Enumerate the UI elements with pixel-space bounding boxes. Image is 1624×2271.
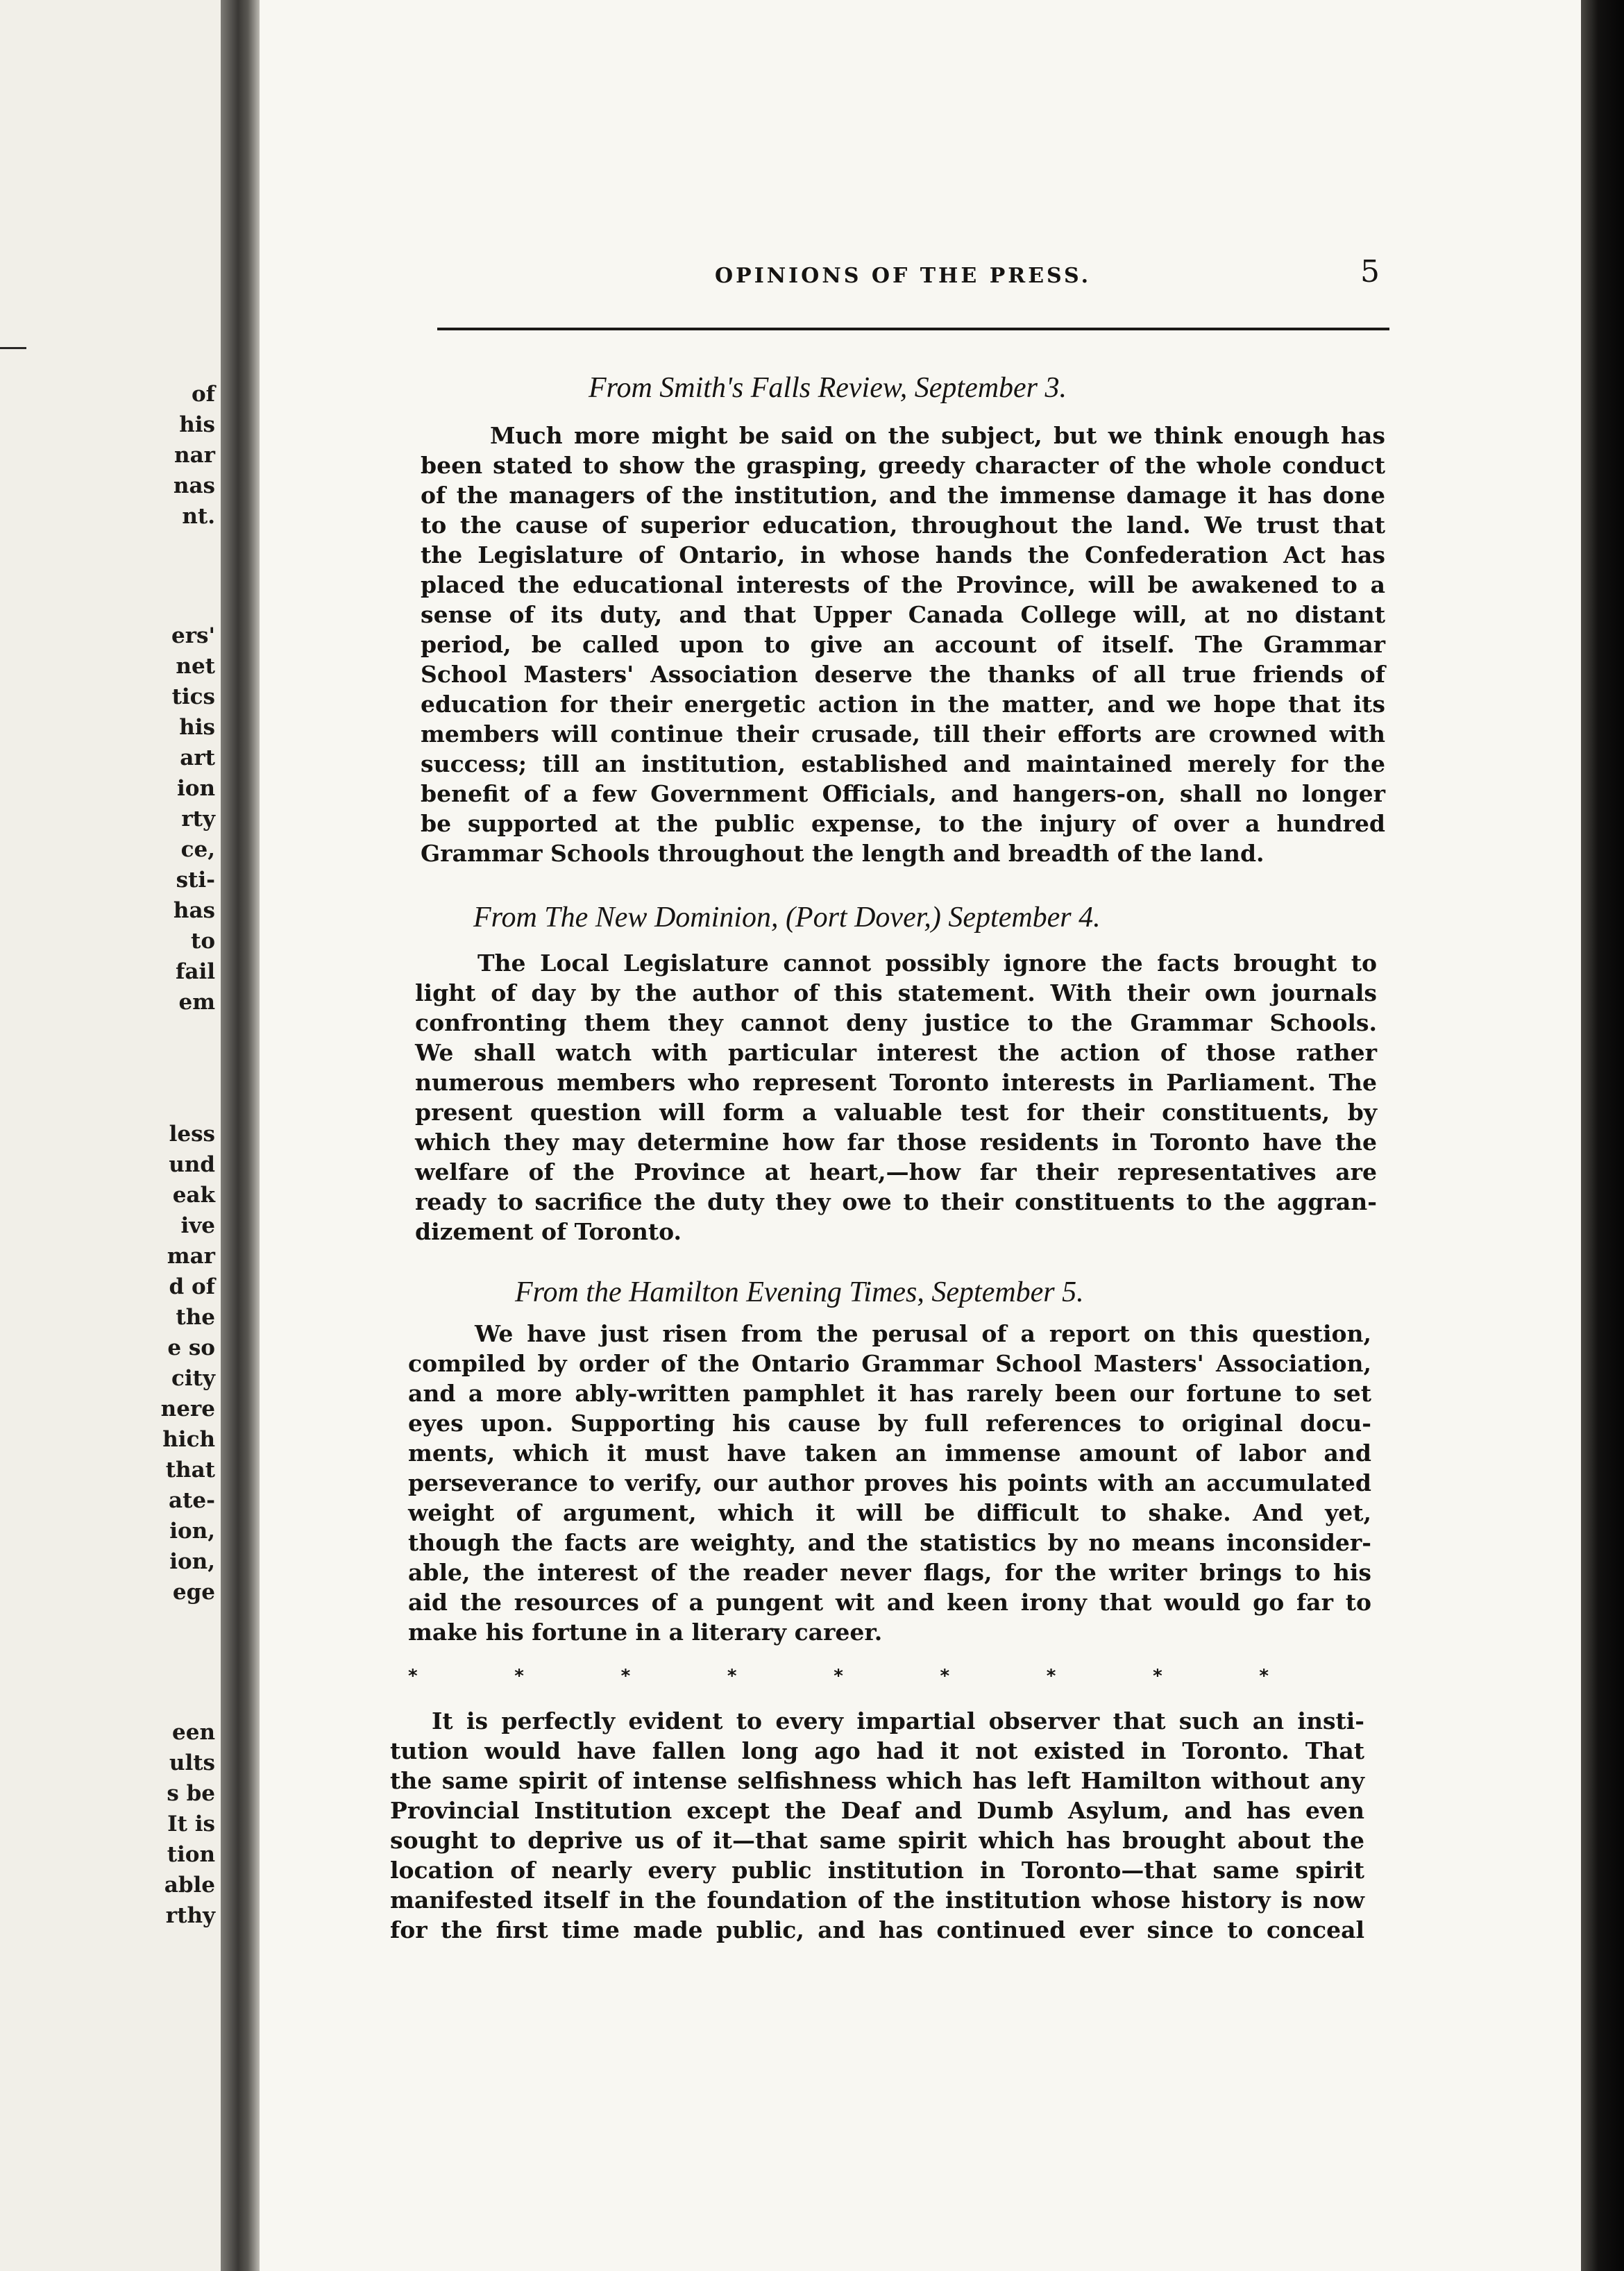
text-line: perseverance to verify, our author proves his points with an accumulated — [408, 1469, 1371, 1496]
asterisk: * — [408, 1666, 418, 1687]
text-line: education for their energetic action in the matter, and we hope that its — [421, 691, 1385, 718]
left-page-fragment: s be — [167, 1781, 215, 1806]
left-page-fragment: tics — [171, 684, 215, 709]
left-page-fragment: It is — [167, 1812, 215, 1837]
left-page-fragment: een — [172, 1720, 215, 1745]
text-line: be supported at the public expense, to the injury of over a hundred — [421, 810, 1385, 837]
left-page-fragment: has — [173, 898, 215, 923]
left-page-fragment: d of — [169, 1274, 215, 1299]
text-line: of the managers of the institution, and the immense damage it has done — [421, 482, 1385, 509]
asterisk: * — [940, 1666, 950, 1687]
section-paragraph — [421, 421, 1385, 868]
asterisk: * — [727, 1666, 737, 1687]
left-page-fragment: able — [164, 1873, 215, 1898]
text-line: Much more might be said on the subject, but we think enough has — [490, 422, 1385, 449]
left-page-fragment: art — [180, 745, 215, 770]
left-facing-page — [0, 0, 221, 2271]
left-page-fragment: ce, — [180, 837, 215, 862]
left-page-fragment: his — [179, 412, 215, 437]
left-page-fragment: ate- — [169, 1488, 215, 1513]
text-line: aid the resources of a pungent wit and keen irony that would go far to — [408, 1589, 1371, 1616]
text-line: able, the interest of the reader never flags, for the writer brings to his — [408, 1559, 1371, 1586]
text-line: welfare of the Province at heart,—how far their representatives are — [415, 1158, 1377, 1185]
text-line: ments, which it must have taken an immense amount of labor and — [408, 1440, 1371, 1467]
section-source-heading: From Smith's Falls Review, September 3. — [589, 372, 1067, 404]
text-line: to the cause of superior education, throughout the land. We trust that — [421, 512, 1385, 539]
section-source-heading: From The New Dominion, (Port Dover,) September 4. — [473, 902, 1101, 934]
section-source-heading: From the Hamilton Evening Times, September 5. — [515, 1276, 1084, 1308]
left-page-fragment: ion — [177, 776, 215, 801]
text-line: sought to deprive us of it—that same spirit which has brought about the — [390, 1827, 1364, 1854]
text-line: compiled by order of the Ontario Grammar School Masters' Association, — [408, 1350, 1371, 1377]
text-line: ready to sacrifice the duty they owe to their constituents to the aggran- — [415, 1188, 1377, 1215]
section-paragraph — [408, 1319, 1371, 1647]
asterisk: * — [1046, 1666, 1056, 1687]
text-line: benefit of a few Government Officials, and hangers-on, shall no longer — [421, 780, 1385, 807]
asterisk: * — [1153, 1666, 1162, 1687]
left-page-fragment: to — [191, 929, 215, 954]
text-line: members will continue their crusade, till their efforts are crowned with — [421, 720, 1385, 748]
text-line: The Local Legislature cannot possibly ignore the facts brought to — [477, 949, 1377, 977]
left-page-fragment: und — [169, 1152, 215, 1177]
page-number: 5 — [1360, 254, 1380, 289]
left-page-fragment: ege — [172, 1580, 215, 1605]
left-page-fragment: rty — [181, 807, 215, 831]
header-rule — [437, 328, 1389, 330]
left-page-fragment: nt. — [182, 504, 215, 529]
asterisk-separator — [408, 1666, 1269, 1687]
left-page-fragment: rthy — [165, 1903, 215, 1928]
text-line: numerous members who represent Toronto interests in Parliament. The — [415, 1069, 1377, 1096]
left-page-fragment: net — [176, 654, 215, 679]
text-line: Grammar Schools throughout the length and breadth of the land. — [421, 840, 1264, 867]
asterisk: * — [1259, 1666, 1269, 1687]
text-line: which they may determine how far those residents in Toronto have the — [415, 1129, 1377, 1156]
text-line: dizement of Toronto. — [415, 1218, 682, 1245]
left-page-fragment: sti- — [176, 868, 215, 893]
left-page-fragment: that — [165, 1458, 215, 1483]
text-line: success; till an institution, established and maintained merely for the — [421, 750, 1385, 777]
left-page-fragment: mar — [167, 1244, 215, 1269]
text-line: light of day by the author of this statement. With their own journals — [415, 979, 1377, 1006]
text-line: eyes upon. Supporting his cause by full references to original docu- — [408, 1410, 1371, 1437]
left-page-fragment: e so — [167, 1335, 215, 1360]
left-page-fragment: the — [176, 1305, 215, 1330]
text-line: and a more ably-written pamphlet it has rarely been our fortune to set — [408, 1380, 1371, 1407]
text-line: tution would have fallen long ago had it not existed in Toronto. That — [390, 1737, 1364, 1764]
left-page-fragment: tion — [167, 1842, 215, 1867]
left-page-fragment: eak — [172, 1183, 215, 1208]
text-line: confronting them they cannot deny justice to the Grammar Schools. — [415, 1009, 1377, 1036]
text-line: make his fortune in a literary career. — [408, 1619, 883, 1646]
text-line: period, be called upon to give an account of itself. The Grammar — [421, 631, 1385, 658]
text-line: been stated to show the grasping, greedy character of the whole conduct — [421, 452, 1385, 479]
left-page-fragment: city — [171, 1366, 215, 1391]
text-line: We shall watch with particular interest the action of those rather — [415, 1039, 1377, 1066]
left-page-fragment: of — [191, 382, 215, 407]
left-page-fragment: em — [178, 990, 215, 1015]
left-page-fragment: his — [179, 715, 215, 740]
left-page-fragment: ers' — [171, 623, 215, 648]
book-gutter — [221, 0, 260, 2271]
left-page-fragment: ults — [169, 1750, 215, 1775]
left-page-fragment: less — [169, 1122, 215, 1147]
text-line: We have just risen from the perusal of a report on this question, — [475, 1320, 1371, 1347]
left-page-fragment: nas — [173, 473, 215, 498]
left-page-fragment: ion, — [169, 1519, 215, 1544]
text-line: Provincial Institution except the Deaf and Dumb Asylum, and has even — [390, 1797, 1364, 1824]
left-page-fragment: hich — [162, 1427, 215, 1452]
left-page-fragment: ive — [180, 1213, 215, 1238]
text-line: the same spirit of intense selfishness which has left Hamilton without any — [390, 1767, 1364, 1794]
text-line: the Legislature of Ontario, in whose hands the Confederation Act has — [421, 541, 1385, 568]
text-line: though the facts are weighty, and the statistics by no means inconsider- — [408, 1529, 1371, 1556]
asterisk: * — [514, 1666, 524, 1687]
asterisk: * — [620, 1666, 631, 1687]
text-line: placed the educational interests of the Province, will be awakened to a — [421, 571, 1385, 598]
left-page-rule — [0, 347, 26, 349]
text-line: weight of argument, which it will be difficult to shake. And yet, — [408, 1499, 1371, 1526]
left-page-fragment: nere — [160, 1396, 215, 1421]
section-paragraph — [415, 948, 1377, 1247]
left-page-fragment: ion, — [169, 1549, 215, 1574]
left-page-fragment: nar — [174, 443, 215, 468]
scan-edge — [1581, 0, 1624, 2271]
closing-paragraph — [390, 1706, 1364, 1945]
text-line: manifested itself in the foundation of the institution whose history is now — [390, 1886, 1364, 1914]
asterisk: * — [834, 1666, 843, 1687]
text-line: School Masters' Association deserve the thanks of all true friends of — [421, 661, 1385, 688]
text-line: sense of its duty, and that Upper Canada College will, at no distant — [421, 601, 1385, 628]
text-line: It is perfectly evident to every impartial observer that such an insti- — [432, 1707, 1364, 1734]
text-line: for the first time made public, and has continued ever since to conceal — [390, 1916, 1364, 1943]
text-line: location of nearly every public institution in Toronto—that same spirit — [390, 1857, 1364, 1884]
left-page-fragment: fail — [176, 959, 215, 984]
running-title: OPINIONS OF THE PRESS. — [715, 264, 1092, 288]
text-line: present question will form a valuable test for their constituents, by — [415, 1099, 1377, 1126]
